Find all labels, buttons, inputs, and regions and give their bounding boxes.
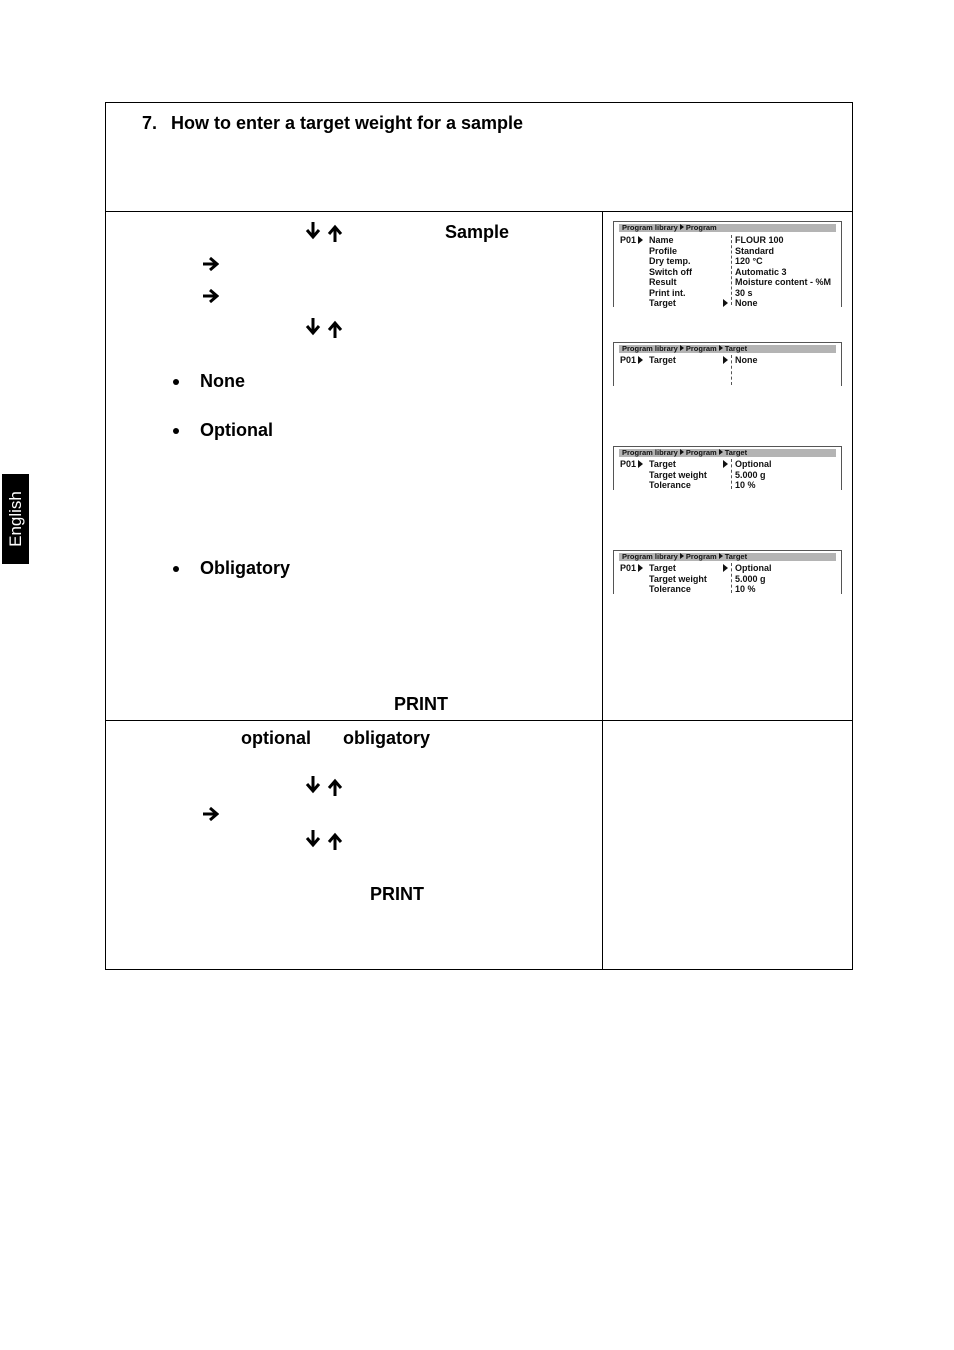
- print-key-label: PRINT: [394, 694, 448, 714]
- screen-breadcrumb: Program library Program: [619, 224, 836, 232]
- field-value: Automatic 3: [735, 266, 787, 277]
- field-value: 10 %: [735, 584, 756, 594]
- screen-target-none: [613, 342, 842, 386]
- bullet-icon: [173, 428, 179, 434]
- arrow-down-icon: [304, 220, 322, 240]
- field-value: None: [735, 298, 758, 308]
- field-value: None: [735, 355, 758, 365]
- arrow-down-icon: [304, 774, 322, 794]
- field-label: Tolerance: [649, 480, 691, 490]
- arrow-down-icon: [304, 316, 322, 336]
- selector-icon: [721, 355, 730, 365]
- field-label: Tolerance: [649, 584, 691, 594]
- field-value: Moisture content - %M: [735, 277, 831, 287]
- program-id: P01: [620, 459, 645, 469]
- arrow-right-icon: [201, 254, 219, 274]
- field-value: 30 s: [735, 287, 753, 298]
- field-value: 5.000 g: [735, 573, 766, 584]
- sample-label: Sample: [445, 222, 510, 242]
- arrow-right-icon: [201, 804, 219, 824]
- program-id: P01: [620, 563, 645, 573]
- field-label: Switch off: [649, 266, 692, 277]
- field-label: Target weight: [649, 573, 707, 584]
- program-id: P01: [620, 355, 645, 365]
- selector-icon: [721, 459, 730, 469]
- field-label: Profile: [649, 245, 678, 256]
- field-label: Target: [649, 298, 676, 308]
- option-optional: Optional: [200, 420, 273, 440]
- bullet-icon: [173, 379, 179, 385]
- table-column-divider: [602, 211, 603, 969]
- arrow-right-icon: [201, 286, 219, 306]
- arrow-up-icon: [326, 832, 344, 852]
- program-id: P01: [620, 235, 645, 245]
- screen-breadcrumb: Program library Program Target: [619, 345, 836, 353]
- language-tab-label: English: [5, 491, 25, 547]
- screen-breadcrumb: Program library Program Target: [619, 449, 836, 457]
- screen-target-optional: [613, 446, 842, 490]
- field-label: Print int.: [649, 287, 686, 298]
- field-value: Standard: [735, 245, 775, 256]
- screen-breadcrumb: Program library Program Target: [619, 553, 836, 561]
- screen-target-obligatory: [613, 550, 842, 594]
- option-none: None: [200, 371, 245, 391]
- field-value: Optional: [735, 459, 772, 469]
- language-tab: [2, 474, 29, 564]
- section-number: 7.: [142, 113, 158, 133]
- arrow-down-icon: [304, 828, 322, 848]
- arrow-up-icon: [326, 224, 344, 244]
- option-obligatory: Obligatory: [200, 558, 291, 578]
- field-label: Name: [649, 235, 674, 245]
- field-value: 10 %: [735, 480, 756, 490]
- field-label: Target weight: [649, 469, 707, 480]
- field-label: Dry temp.: [649, 256, 691, 266]
- table-divider-header: [105, 211, 853, 212]
- selector-icon: [721, 298, 730, 308]
- print-key-label: PRINT: [370, 884, 424, 904]
- arrow-up-icon: [326, 778, 344, 798]
- selector-icon: [721, 563, 730, 573]
- field-label: Target: [649, 563, 676, 573]
- field-value: 5.000 g: [735, 469, 766, 480]
- field-label: Target: [649, 459, 676, 469]
- bullet-icon: [173, 566, 179, 572]
- section-title: How to enter a target weight for a sample: [171, 113, 524, 133]
- field-label: Result: [649, 277, 677, 287]
- arrow-up-icon: [326, 320, 344, 340]
- field-value: 120 °C: [735, 256, 763, 266]
- field-label: Target: [649, 355, 676, 365]
- field-value: FLOUR 100: [735, 235, 784, 245]
- obligatory-label: obligatory: [343, 728, 431, 748]
- screen-program: [613, 221, 842, 307]
- optional-label: optional: [241, 728, 311, 748]
- table-divider-middle: [105, 720, 853, 721]
- field-value: Optional: [735, 563, 772, 573]
